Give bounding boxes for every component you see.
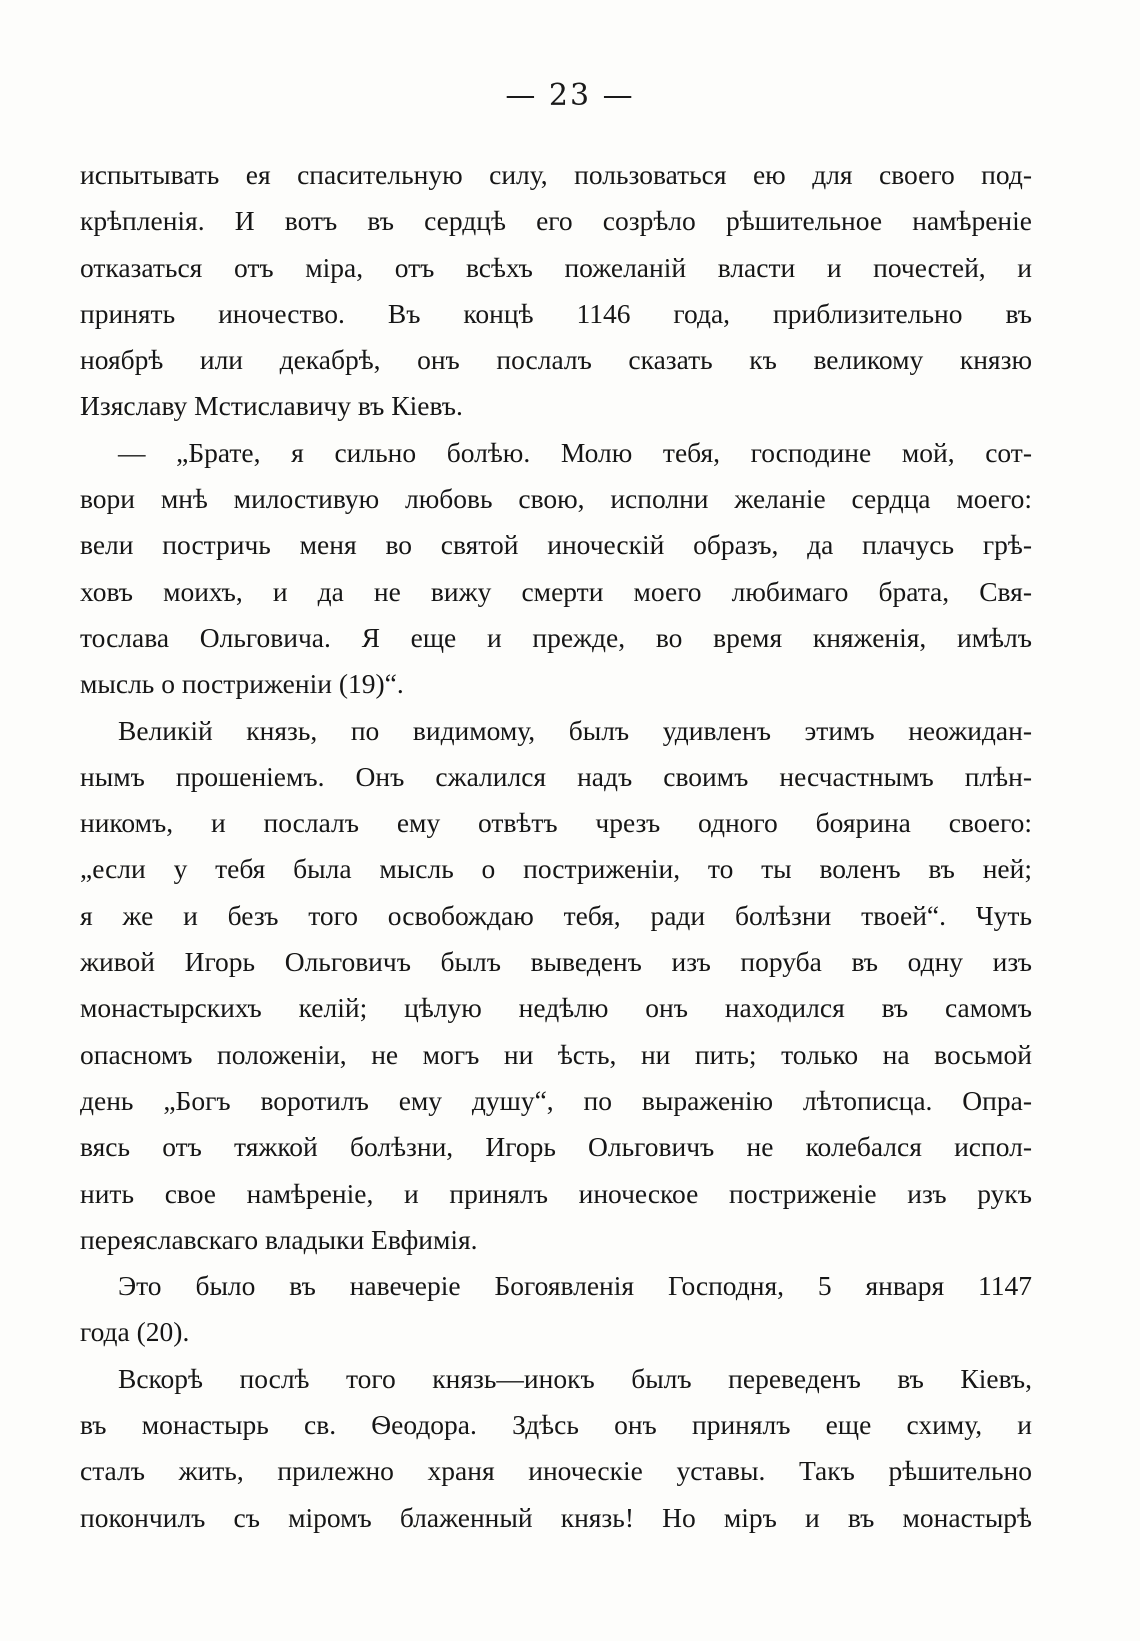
text-line: сталъ жить, прилежно храня иноческіе уставы. Такъ рѣшительно xyxy=(80,1455,1032,1487)
text-line: отказаться отъ міра, отъ всѣхъ пожеланій власти и почестей, и xyxy=(80,251,1032,283)
text-line: „если у тебя была мысль о постриженіи, то ты воленъ въ ней; xyxy=(80,853,1032,885)
text-line: въ монастырь св. Ѳеодора. Здѣсь онъ принялъ еще схиму, и xyxy=(80,1409,1032,1441)
text-line: вори мнѣ милостивую любовь свою, исполни желаніе сердца моего: xyxy=(80,483,1032,515)
text-line: я же и безъ того освобождаю тебя, ради болѣзни твоей“. Чуть xyxy=(80,899,1032,931)
text-line: ноябрѣ или декабрѣ, онъ послалъ сказать къ великому князю xyxy=(80,344,1032,376)
text-line: мысль о постриженіи (19)“. xyxy=(80,668,404,700)
text-line: Великій князь, по видимому, былъ удивленъ этимъ неожидан- xyxy=(118,714,1032,746)
text-line: — „Брате, я сильно болѣю. Молю тебя, господине мой, сот- xyxy=(118,436,1032,468)
paragraph-2 xyxy=(80,430,1032,708)
text-line: никомъ, и послалъ ему отвѣтъ чрезъ одного боярина своего: xyxy=(80,807,1032,839)
text-line: вели постричь меня во святой иноческій образъ, да плачусь грѣ- xyxy=(80,529,1032,561)
paragraph-5 xyxy=(80,1356,1032,1541)
text-line: года (20). xyxy=(80,1316,190,1348)
text-line: Вскорѣ послѣ того князь—инокъ былъ переведенъ въ Кіевъ, xyxy=(118,1362,1032,1394)
text-line: испытывать ея спасительную силу, пользоваться ею для своего под- xyxy=(80,159,1032,190)
text-line: Изяславу Мстиславичу въ Кіевъ. xyxy=(80,390,463,422)
text-line: переяславскаго владыки Евфимія. xyxy=(80,1223,478,1255)
text-line: нымъ прошеніемъ. Онъ сжалился надъ своимъ несчастнымъ плѣн- xyxy=(80,760,1032,792)
text-line: вясь отъ тяжкой болѣзни, Игорь Ольговичъ не колебался испол- xyxy=(80,1131,1032,1163)
text-line: монастырскихъ келій; цѣлую недѣлю онъ находился въ самомъ xyxy=(80,992,1032,1024)
text-line: опасномъ положеніи, не могъ ни ѣсть, ни пить; только на восьмой xyxy=(80,1038,1032,1070)
text-line: принять иночество. Въ концѣ 1146 года, приблизительно въ xyxy=(80,297,1032,329)
paragraph-1 xyxy=(80,152,1032,430)
text-line: тослава Ольговича. Я еще и прежде, во время княженія, имѣлъ xyxy=(80,621,1032,653)
text-line: день „Богъ воротилъ ему душу“, по выраженію лѣтописца. Опра- xyxy=(80,1084,1032,1116)
text-line: крѣпленія. И вотъ въ сердцѣ его созрѣло рѣшительное намѣреніе xyxy=(80,205,1032,237)
text-line: живой Игорь Ольговичъ былъ выведенъ изъ поруба въ одну изъ xyxy=(80,946,1032,978)
text-line: покончилъ съ міромъ блаженный князь! Но міръ и въ монастырѣ xyxy=(80,1501,1032,1533)
text-body xyxy=(80,152,1032,1541)
paragraph-4 xyxy=(80,1263,1032,1356)
paragraph-3 xyxy=(80,708,1032,1264)
page-number: — 23 — xyxy=(505,78,635,113)
text-line: ховъ моихъ, и да не вижу смерти моего любимаго брата, Свя- xyxy=(80,575,1032,607)
text-line: Это было въ навечеріе Богоявленія Господня, 5 января 1147 xyxy=(118,1270,1032,1302)
text-line: нить свое намѣреніе, и принялъ иноческое постриженіе изъ рукъ xyxy=(80,1177,1032,1209)
